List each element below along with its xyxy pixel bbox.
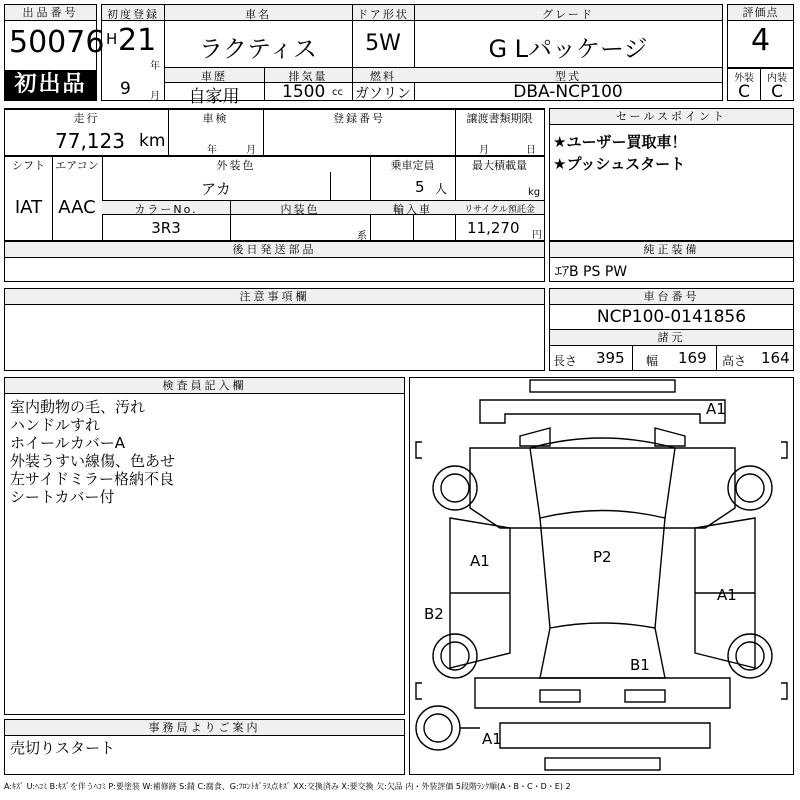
score-label: 評価点 xyxy=(728,5,793,21)
transfer-label: 譲渡書類期限 xyxy=(466,112,533,125)
inspector-line-6: シートカバー付 xyxy=(10,488,115,506)
car-diagram-box xyxy=(409,377,794,775)
inspector-box xyxy=(4,377,405,715)
width: 169 xyxy=(678,349,707,367)
mark-b1-rear-hatch: B1 xyxy=(630,656,650,674)
load-label: 最大積載量 xyxy=(472,159,527,172)
import-label: 輸入車 xyxy=(393,203,432,216)
grade-label: グレード xyxy=(542,8,594,21)
transfer-day: 日 xyxy=(526,145,536,156)
width-label: 幅 xyxy=(646,354,659,368)
inspector-line-4: 外装うすい線傷、色あせ xyxy=(10,452,176,470)
equipment-value: ｴｱB PS PW xyxy=(555,264,628,280)
door-label: ドア形状 xyxy=(357,8,409,21)
details-box xyxy=(4,108,545,241)
color: アカ xyxy=(201,180,231,198)
displacement: 1500 xyxy=(282,82,326,102)
recycle: 11,270 xyxy=(467,219,520,237)
shift-label: シフト xyxy=(12,159,45,172)
car-name: ラクティス xyxy=(198,35,318,63)
sales-label: セールスポイント xyxy=(550,109,793,125)
inspector-line-5: 左サイドミラー格納不良 xyxy=(10,470,174,488)
month-unit: 月 xyxy=(150,91,160,102)
inspector-line-1: 室内動物の毛、汚れ xyxy=(10,398,146,416)
later-parts-label: 後日発送部品 xyxy=(5,242,544,258)
month: 9 xyxy=(120,79,131,99)
era: H xyxy=(106,30,118,48)
grade: G Lパッケージ xyxy=(488,35,648,63)
lot-box xyxy=(4,4,105,101)
inspector-line-2: ハンドルすれ xyxy=(10,416,101,434)
score: 4 xyxy=(750,23,771,58)
height: 164 xyxy=(761,349,790,367)
mark-a1-right-rear-door: A1 xyxy=(717,586,737,604)
length-label: 長さ xyxy=(553,354,578,368)
ac: AAC xyxy=(58,197,96,218)
inspection-month: 月 xyxy=(246,145,256,156)
fuel: ガソリン xyxy=(355,86,411,102)
inspection-label: 車検 xyxy=(202,112,229,125)
reg-label: 登録番号 xyxy=(333,112,385,125)
recycle-label: リサイクル預託金 xyxy=(464,205,535,215)
car-name-label: 車名 xyxy=(245,8,271,21)
capacity-unit: 人 xyxy=(435,182,448,196)
year-unit: 年 xyxy=(150,61,160,72)
color-no: 3R3 xyxy=(151,219,181,237)
chassis-label: 車台番号 xyxy=(550,289,793,305)
mark-p2-roof: P2 xyxy=(593,548,612,566)
notes-label: 注意事項欄 xyxy=(5,289,544,305)
mileage: 77,123 xyxy=(55,129,125,153)
door: 5W xyxy=(365,31,401,56)
chassis-number: NCP100-0141856 xyxy=(596,307,747,327)
ext-grade: C xyxy=(738,82,750,102)
int-label: 内装 xyxy=(767,73,787,84)
history: 自家用 xyxy=(188,87,240,107)
mark-a1-rear-bumper: A1 xyxy=(482,730,502,748)
displacement-unit: cc xyxy=(332,87,343,98)
model: DBA-NCP100 xyxy=(513,82,623,102)
load-unit: kg xyxy=(528,187,541,198)
legend: A:ｷｽﾞ U:ﾍｺﾐ B:ｷｽﾞを伴うﾍｺﾐ P:要塗装 W:補修跡 S:錆 C:腐食、G:ﾌﾛﾝﾄｶﾞﾗｽ点ｷｽﾞ XX:交換済み X:要交換 欠:欠品 内・外装評価 5段階ﾗﾝｸ順(A・B・C・D・E) 2 xyxy=(4,782,571,791)
equipment-box xyxy=(549,241,794,282)
color-label: 外装色 xyxy=(216,159,256,172)
office-box xyxy=(4,719,405,775)
score-box xyxy=(727,4,794,101)
lot-label: 出品番号 xyxy=(5,5,96,21)
history-label: 車歴 xyxy=(201,70,227,83)
year: 21 xyxy=(118,23,157,58)
mark-b2-left-rear: B2 xyxy=(424,605,444,623)
later-parts-box xyxy=(4,241,545,282)
shift: IAT xyxy=(14,197,43,218)
capacity-label: 乗車定員 xyxy=(390,159,435,172)
model-label: 型式 xyxy=(555,70,581,83)
inspector-line-3: ホイールカバーA xyxy=(10,434,125,452)
interior-label: 内装色 xyxy=(280,203,320,216)
fuel-label: 燃料 xyxy=(370,70,396,83)
mark-a1-left-front-door: A1 xyxy=(470,552,490,570)
car-diagram xyxy=(410,378,793,774)
equipment-label: 純正装備 xyxy=(550,242,793,258)
height-label: 高さ xyxy=(722,354,747,368)
displacement-label: 排気量 xyxy=(288,70,328,83)
mileage-label: 走行 xyxy=(73,112,100,125)
mileage-unit: km xyxy=(139,131,166,151)
color-no-label: カラーNo. xyxy=(134,203,198,216)
notes-box xyxy=(4,288,545,371)
sales-point-2: ★プッシュスタート xyxy=(553,155,686,173)
ext-label: 外装 xyxy=(734,73,754,84)
inspector-label: 検査員記入欄 xyxy=(5,378,404,394)
interior-unit: 系 xyxy=(357,231,367,242)
sales-point-1: ★ユーザー買取車！ xyxy=(553,133,687,151)
first-reg-label: 初度登録 xyxy=(107,8,159,21)
header-box xyxy=(101,4,723,107)
ac-label: エアコン xyxy=(55,159,99,172)
int-grade: C xyxy=(771,82,783,102)
office-value: 売切りスタート xyxy=(10,739,116,757)
dims-label: 諸元 xyxy=(550,330,793,346)
chassis-box xyxy=(549,288,794,371)
recycle-unit: 円 xyxy=(532,230,542,241)
inspection-year: 年 xyxy=(207,145,217,156)
lot-number: 50076 xyxy=(9,25,105,60)
office-label: 事務局よりご案内 xyxy=(5,720,404,736)
capacity: 5 xyxy=(415,178,425,196)
length: 395 xyxy=(596,349,625,367)
first-listing-text: 初出品 xyxy=(14,72,87,97)
first-listing-badge xyxy=(5,70,96,100)
transfer-month: 月 xyxy=(479,145,489,156)
mark-a1-front-right: A1 xyxy=(706,400,726,418)
sales-box xyxy=(549,108,794,241)
